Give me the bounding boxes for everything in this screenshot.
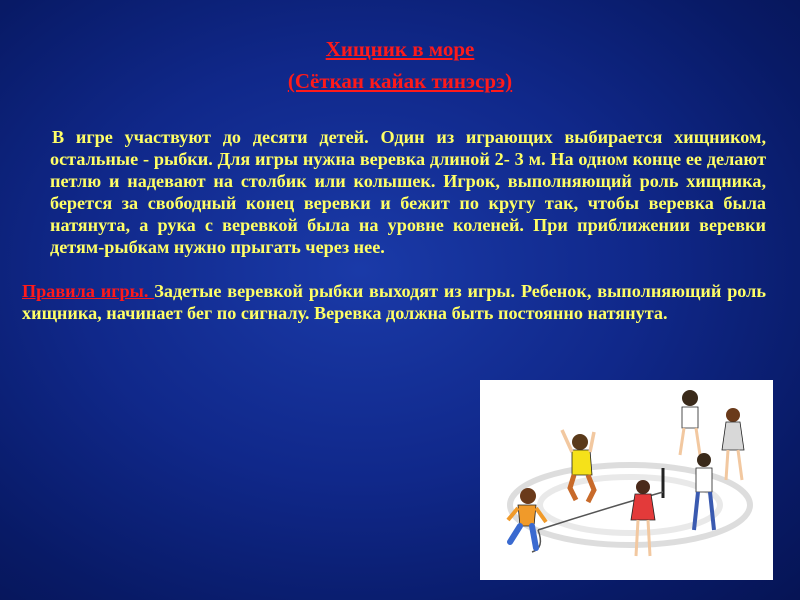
rules-label: Правила игры. [22, 281, 155, 301]
slide-title: Хищник в море [325, 37, 475, 61]
child-jumping [562, 430, 594, 502]
slide-subtitle: (Сёткан кайак тинэсрэ) [287, 69, 513, 93]
ground-circle [510, 465, 750, 545]
game-description: В игре участвуют до десяти детей. Один из играющих выбирается хищником, остальные - рыбки. Для игры нужна веревка длиной 2- 3 м. На одном конце ее делают петлю и надевают на столбик или колышек. Игрок, выполняющий роль хищника, берется за свободный конец веревки и бежит по кругу так, чтобы веревка была натянута, а рука с веревкой была на уровне коленей. При приближении веревки детям-рыбкам нужно прыгать через нее. [50, 127, 766, 257]
child-standing-boy [680, 390, 700, 455]
children-playing-illustration [480, 380, 773, 580]
rules-text: Задетые веревкой рыбки выходят из игры. Ребенок, выполняющий роль хищника, начинает бег по сигналу. Веревка должна быть постоянно натянута. [22, 281, 766, 323]
game-rules [22, 280, 766, 324]
child-girl-right [722, 408, 744, 480]
